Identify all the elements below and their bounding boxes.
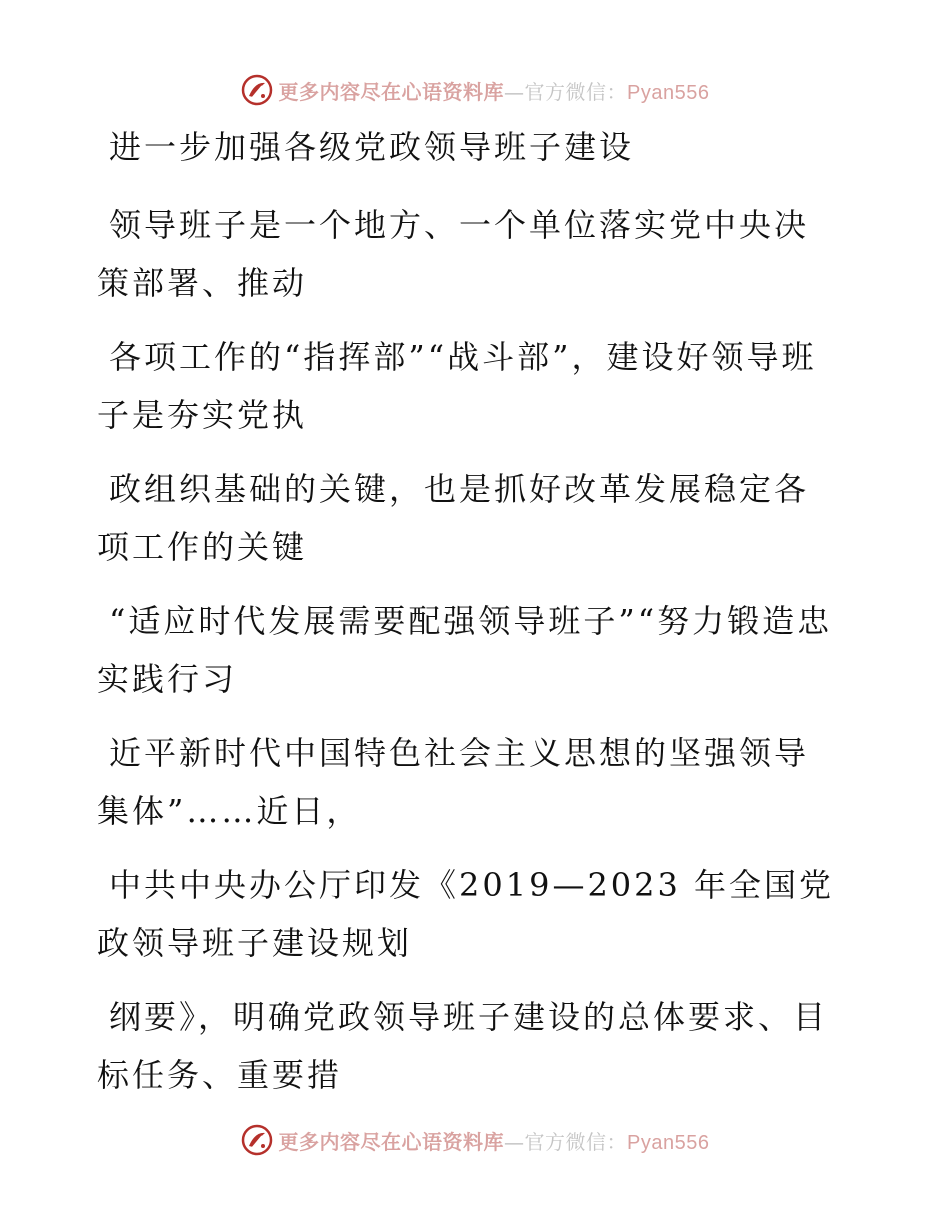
document-paragraph: 各项工作的“指挥部”“战斗部”，建设好领导班子是夯实党执 bbox=[97, 338, 817, 434]
document-paragraph: “适应时代发展需要配强领导班子”“努力锻造忠实践行习 bbox=[97, 602, 833, 698]
document-paragraph: 近平新时代中国特色社会主义思想的坚强领导集体”……近日， bbox=[97, 734, 810, 830]
document-paragraph: 纲要》，明确党政领导班子建设的总体要求、目标任务、重要措 bbox=[97, 998, 829, 1094]
brand-logo-icon bbox=[241, 74, 273, 106]
footer-brand-text: 更多内容尽在心语资料库 bbox=[278, 1129, 505, 1154]
header-wechat-id: Pyan556 bbox=[627, 81, 710, 104]
footer-wechat-id: Pyan556 bbox=[627, 1131, 710, 1154]
document-body bbox=[97, 118, 837, 1120]
footer-separator: — bbox=[504, 1129, 525, 1154]
document-paragraph: 政组织基础的关键，也是抓好改革发展稳定各项工作的关键 bbox=[97, 470, 810, 566]
header-brand-text: 更多内容尽在心语资料库 bbox=[278, 79, 505, 104]
header-watermark-banner bbox=[0, 70, 950, 110]
document-paragraph: 领导班子是一个地方、一个单位落实党中央决策部署、推动 bbox=[97, 206, 810, 302]
document-paragraph: 中共中央办公厅印发《2019—2023 年全国党政领导班子建设规划 bbox=[97, 866, 835, 962]
footer-wechat-label: 官方微信： bbox=[524, 1129, 628, 1154]
brand-logo-icon bbox=[241, 1124, 273, 1156]
document-title: 进一步加强各级党政领导班子建设 bbox=[109, 128, 635, 166]
header-wechat-label: 官方微信： bbox=[524, 79, 628, 104]
header-separator: — bbox=[504, 79, 525, 104]
footer-watermark-banner bbox=[0, 1120, 950, 1160]
